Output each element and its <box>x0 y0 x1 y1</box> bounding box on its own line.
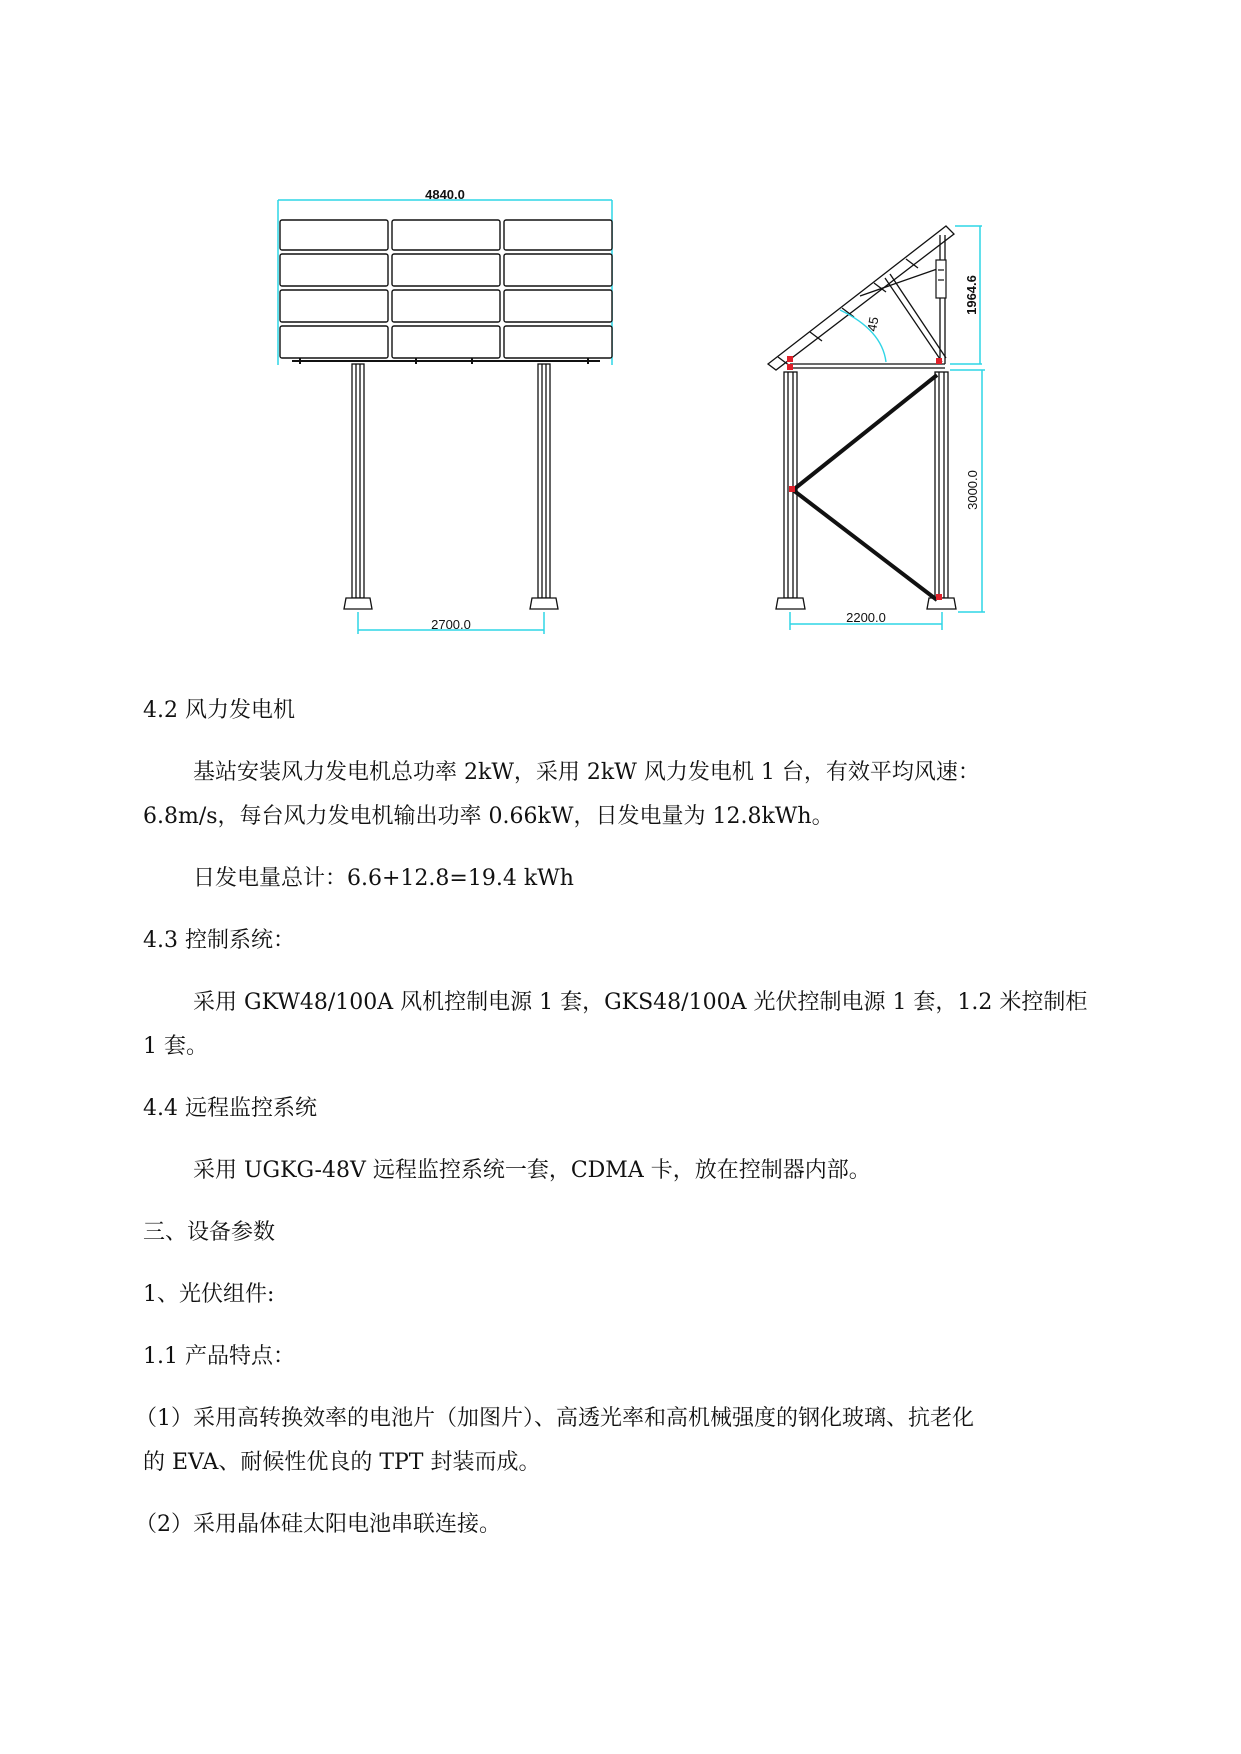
paragraph-remote-monitoring: 采用 UGKG-48V 远程监控系统一套，CDMA 卡，放在控制器内部。 <box>193 1158 871 1183</box>
inclined-panel <box>768 226 954 370</box>
heading-4-3: 4.3 控制系统： <box>143 928 295 953</box>
heading-4-2: 4.2 风力发电机 <box>143 698 295 723</box>
list-item-2: （2）采用晶体硅太阳电池串联连接。 <box>135 1512 501 1537</box>
list-item-1-line1: （1）采用高转换效率的电池片（加图片）、高透光率和高机械强度的钢化玻璃、抗老化 <box>135 1406 974 1431</box>
paragraph-control-line1: 采用 GKW48/100A 风机控制电源 1 套，GKS48/100A 光伏控制电源 1 套，1.2 米控制柜 <box>193 990 1088 1015</box>
panel-rise-label: 1964.6 <box>964 275 979 315</box>
paragraph-wind-generator-line1: 基站安装风力发电机总功率 2kW，采用 2kW 风力发电机 1 台，有效平均风速： <box>193 760 980 785</box>
heading-section-3: 三、设备参数 <box>143 1220 276 1245</box>
heading-pv-module: 1、光伏组件: <box>143 1282 275 1307</box>
front-posts <box>344 364 558 609</box>
front-post-spacing-label: 2700.0 <box>431 617 471 632</box>
post-height-label: 3000.0 <box>965 470 980 510</box>
document-body <box>135 685 1103 1561</box>
heading-4-4: 4.4 远程监控系统 <box>143 1096 317 1121</box>
diagonal-braces <box>793 375 937 600</box>
front-view-drawing <box>278 187 612 634</box>
heading-1-1: 1.1 产品特点： <box>143 1344 295 1369</box>
angle-label: 45 <box>864 315 882 333</box>
side-posts <box>776 372 956 609</box>
paragraph-wind-generator-line2: 6.8m/s，每台风力发电机输出功率 0.66kW，日发电量为 12.8kWh。 <box>143 804 834 829</box>
side-box-icon <box>936 260 946 298</box>
side-view-drawing <box>768 226 985 630</box>
paragraph-control-line2: 1 套。 <box>143 1034 208 1059</box>
technical-drawing <box>0 0 1241 660</box>
panel-rail <box>292 358 600 364</box>
front-width-label: 4840.0 <box>425 187 465 202</box>
paragraph-daily-total: 日发电量总计：6.6+12.8=19.4 kWh <box>193 866 574 891</box>
angle-arc <box>840 310 886 362</box>
solar-panel-array <box>280 220 612 358</box>
list-item-1-line2: 的 EVA、耐候性优良的 TPT 封装而成。 <box>143 1450 541 1475</box>
base-width-label: 2200.0 <box>846 610 886 625</box>
